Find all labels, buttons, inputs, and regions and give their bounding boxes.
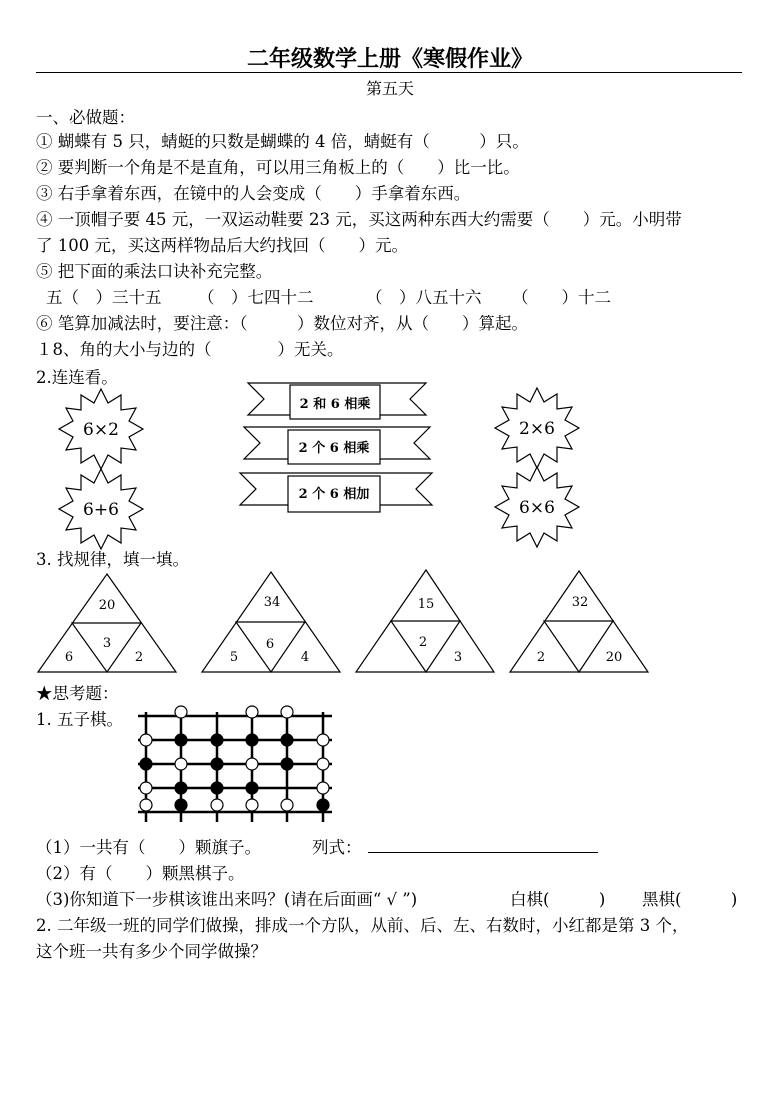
triangle-puzzle-2 (202, 572, 340, 672)
problem-2b: 这个班一共有多少个同学做操？ (36, 942, 267, 961)
ribbon-1[interactable] (248, 383, 426, 419)
triangle-center-value: 6 (265, 637, 275, 652)
triangle-right-value: 4 (300, 650, 310, 665)
black-stone (140, 758, 152, 770)
star-label: 2×6 (519, 419, 555, 439)
q5-item-2: （ ）七四十二 (198, 288, 314, 307)
starburst-left-top[interactable] (59, 389, 143, 469)
question-4b: 了 100 元，买这两样物品后大约找回（ ）元。 (36, 236, 408, 255)
white-stone (246, 799, 258, 811)
problem-2a: 2. 二年级一班的同学们做操，排成一个方队，从前、后、左、右数时，小红都是第 3 个， (36, 916, 689, 935)
section3-heading: 3. 找规律，填一填。 (36, 550, 189, 569)
star-label: 6×6 (519, 498, 555, 518)
triangle-center-value: 2 (418, 635, 428, 650)
white-stone (211, 799, 223, 811)
gomoku-board (130, 700, 340, 828)
triangle-puzzle-4 (510, 571, 648, 672)
ribbon-label: 2 和 6 相乘 (299, 397, 371, 412)
question-18: １8、角的大小与边的（ ）无关。 (36, 340, 344, 359)
white-stone (246, 706, 258, 718)
triangle-top-value: 20 (98, 598, 116, 613)
thinking-heading: ★思考题： (36, 684, 119, 703)
question-3: ③ 右手拿着东西，在镜中的人会变成（ ）手拿着东西。 (36, 184, 471, 203)
black-stone (211, 734, 223, 746)
section2-heading: 2.连连看。 (36, 368, 118, 387)
white-stone (246, 758, 258, 770)
triangle-puzzle-3 (356, 570, 494, 672)
triangle-right-value: 20 (605, 650, 623, 665)
white-stone (317, 758, 329, 770)
white-choice[interactable]: 白棋( ) (510, 890, 606, 909)
question-6: ⑥ 笔算加减法时，要注意：（ ）数位对齐，从（ ）算起。 (36, 314, 528, 333)
black-stone (281, 734, 293, 746)
black-stone (246, 782, 258, 794)
white-stone (317, 734, 329, 746)
triangle-right-value: 3 (453, 650, 463, 665)
star-label: 6×2 (83, 420, 119, 440)
triangle-left-value: 2 (536, 650, 546, 665)
section1-heading: 一、必做题： (36, 108, 135, 127)
black-stone (317, 799, 329, 811)
starburst-left-bottom[interactable] (59, 469, 143, 549)
white-stone (281, 799, 293, 811)
question-5: ⑤ 把下面的乘法口诀补充完整。 (36, 262, 273, 281)
gomoku-label: 1. 五子棋。 (36, 710, 123, 729)
black-stone (211, 758, 223, 770)
thinking-q3: （3)你知道下一步棋该谁出来吗？(请在后面画“ √ ”) (36, 890, 418, 909)
starburst-right-top[interactable] (495, 388, 579, 468)
ribbon-label: 2 个 6 相加 (298, 487, 370, 502)
question-2: ② 要判断一个角是不是直角，可以用三角板上的（ ）比一比。 (36, 158, 520, 177)
triangle-puzzle-1 (38, 574, 176, 672)
triangle-top-value: 15 (417, 597, 435, 612)
black-choice[interactable]: 黑棋( ) (642, 890, 738, 909)
black-stone (175, 782, 187, 794)
black-stone (211, 782, 223, 794)
formula-answer-line[interactable] (368, 852, 598, 853)
q5-item-1: 五（ ）三十五 (46, 288, 162, 307)
matching-area (0, 375, 780, 550)
white-stone (140, 734, 152, 746)
question-1: ① 蝴蝶有 5 只，蜻蜓的只数是蝴蝶的 4 倍，蜻蜓有（ ）只。 (36, 132, 529, 151)
white-stone (175, 758, 187, 770)
triangle-puzzles (0, 568, 780, 676)
white-stone (317, 782, 329, 794)
black-stone (246, 734, 258, 746)
black-stone (175, 734, 187, 746)
black-stone (281, 758, 293, 770)
white-stone (140, 782, 152, 794)
q5-item-3: （ ）八五十六 (366, 288, 482, 307)
formula-label: 列式： (312, 838, 362, 857)
triangle-right-value: 2 (134, 650, 144, 665)
ribbon-3[interactable] (240, 473, 432, 512)
question-4a: ④ 一顶帽子要 45 元，一双运动鞋要 23 元，买这两种东西大约需要（ ）元。小明带 (36, 210, 682, 229)
triangle-left-value: 5 (229, 650, 239, 665)
black-stone (175, 799, 187, 811)
day-subtitle: 第五天 (365, 79, 414, 98)
starburst-right-bottom[interactable] (495, 467, 579, 547)
thinking-q2: （2）有（ ）颗黑棋子。 (36, 864, 245, 883)
board-grid (138, 712, 332, 822)
triangle-top-value: 32 (571, 595, 589, 610)
white-stone (281, 706, 293, 718)
triangle-left-value: 6 (64, 650, 74, 665)
white-stone (175, 706, 187, 718)
star-label: 6+6 (83, 500, 119, 520)
ribbon-label: 2 个 6 相乘 (298, 441, 370, 456)
triangle-center-value: 3 (102, 636, 112, 651)
white-stone (140, 799, 152, 811)
thinking-q1: （1）一共有（ ）颗旗子。 (36, 838, 261, 857)
q5-item-4: （ ）十二 (512, 288, 611, 307)
page-title: 二年级数学上册《寒假作业》 (246, 46, 533, 72)
ribbon-2[interactable] (244, 427, 430, 464)
title-rule (36, 72, 742, 73)
triangle-top-value: 34 (263, 595, 281, 610)
